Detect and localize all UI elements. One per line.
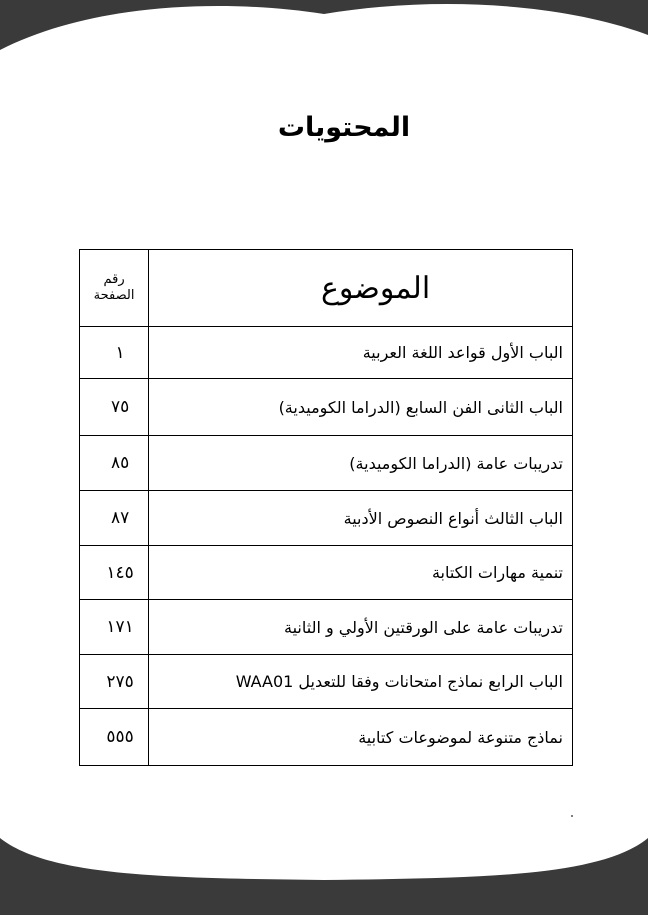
page-header-line2: الصفحة	[93, 288, 135, 303]
contents-table	[79, 249, 573, 766]
topic-cell: نماذج متنوعة لموضوعات كتابية	[149, 709, 573, 766]
table-row	[80, 600, 573, 655]
table-row	[80, 491, 573, 546]
topic-cell: الباب الثالث أنواع النصوص الأدبية	[149, 491, 573, 546]
topic-cell: تدريبات عامة (الدراما الكوميدية)	[149, 436, 573, 491]
table-row	[80, 709, 573, 766]
table-row	[80, 655, 573, 709]
page-number-cell: ٢٧٥	[80, 655, 149, 709]
page-number-cell: ١٤٥	[80, 546, 149, 600]
page-number-cell: ١	[80, 327, 149, 379]
table-row	[80, 546, 573, 600]
table-header-row	[80, 250, 573, 327]
bottom-frame-band	[0, 838, 648, 915]
topic-cell: الباب الأول قواعد اللغة العربية	[149, 327, 573, 379]
topic-cell: تنمية مهارات الكتابة	[149, 546, 573, 600]
page-number-cell: ١٧١	[80, 600, 149, 655]
page-number-cell: ٨٥	[80, 436, 149, 491]
table-row	[80, 436, 573, 491]
page-title: المحتويات	[277, 112, 411, 143]
page-number-cell: ٨٧	[80, 491, 149, 546]
topic-column-header: الموضوع	[149, 250, 573, 327]
page-header-line1: رقم	[103, 272, 125, 287]
stray-dot	[571, 815, 573, 817]
page-number-column-header	[80, 250, 149, 327]
topic-cell: الباب الرابع نماذج امتحانات وفقا للتعديل WAA01	[149, 655, 573, 709]
topic-cell: الباب الثانى الفن السابع (الدراما الكوميدية)	[149, 379, 573, 436]
topic-cell: تدريبات عامة على الورقتين الأولي و الثانية	[149, 600, 573, 655]
top-frame-band	[0, 0, 648, 50]
page-number-cell: ٧٥	[80, 379, 149, 436]
page-number-cell: ٥٥٥	[80, 709, 149, 766]
table-row	[80, 379, 573, 436]
table-row	[80, 327, 573, 379]
